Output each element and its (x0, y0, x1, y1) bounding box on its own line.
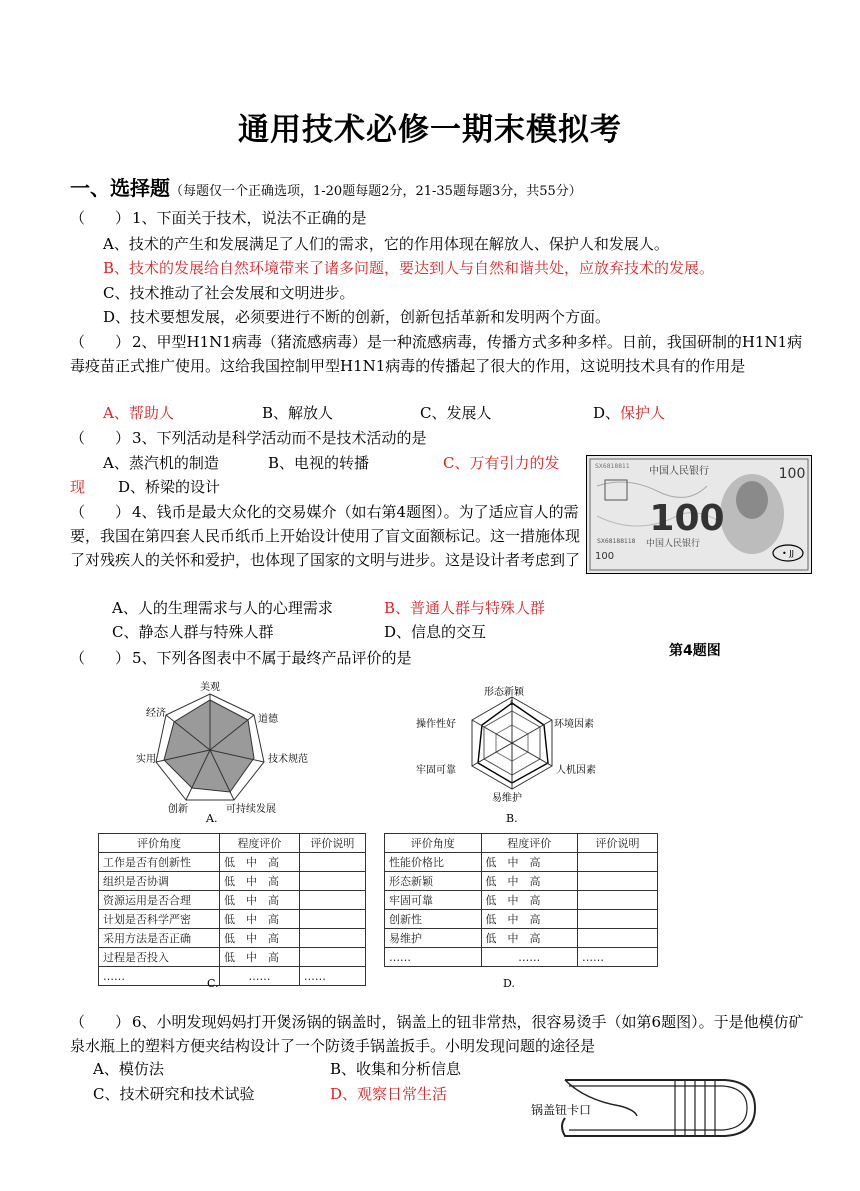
chart-b-caption: B. (506, 812, 518, 825)
answer-blank[interactable]: （ ） (70, 209, 131, 227)
braille-mark: • JJ (782, 549, 794, 558)
table-header: 程度评价 (481, 834, 578, 853)
answer-blank[interactable]: （ ） (70, 503, 131, 521)
q1-option-c: C、技术推动了社会发展和文明进步。 (103, 284, 355, 302)
question-text: 2、甲型H1N1病毒（猪流感病毒）是一种流感病毒，传播方式多种多样。日前，我国研制的H1N1病毒疫苗正式推广使用。这给我国控制甲型H1N1病毒的传播起了很大的作用，这说明技术具有的作用是 (70, 333, 803, 375)
table-cell (299, 948, 365, 967)
q4-option-b: B、普通人群与特殊人群 (384, 599, 546, 617)
table-cell: 易维护 (385, 929, 482, 948)
table-row (385, 910, 658, 929)
table-cell: 低 中 高 (220, 872, 300, 891)
table-cell: 低 中 高 (220, 891, 300, 910)
table-row (385, 853, 658, 872)
question-text: 5、下列各图表中不属于最终产品评价的是 (132, 649, 412, 667)
section-heading (70, 172, 582, 201)
table-row (99, 910, 366, 929)
q3-option-d: D、桥梁的设计 (118, 478, 221, 496)
section-title: 一、选择题 (70, 176, 170, 200)
radar-b-axis-4: 易维护 (492, 793, 522, 803)
radar-b-axis-6: 操作性好 (416, 719, 456, 730)
table-cell: 工作是否有创新性 (99, 853, 220, 872)
banknote-big-value: 100 (649, 498, 725, 539)
table-row (385, 872, 658, 891)
banknote-serial-top: SX6818811 (595, 463, 630, 470)
table-header: 评价说明 (299, 834, 365, 853)
radar-a-axis-7: 经济 (146, 708, 166, 719)
table-cell (578, 853, 658, 872)
banknote-corner-value: 100 (778, 466, 806, 482)
q4-option-c: C、静态人群与特殊人群 (112, 623, 274, 641)
q2-option-a: A、帮助人 (103, 404, 174, 422)
q2-option-d (593, 403, 665, 423)
table-cell (299, 929, 365, 948)
lid-wrench-figure (525, 1070, 775, 1145)
table-header: 评价角度 (385, 834, 482, 853)
table-cell: 采用方法是否正确 (99, 929, 220, 948)
q3-option-a: A、蒸汽机的制造 (103, 454, 219, 472)
table-row (99, 872, 366, 891)
q6-option-d: D、观察日常生活 (330, 1085, 448, 1103)
table-cell: 低 中 高 (481, 891, 578, 910)
table-row (385, 929, 658, 948)
question-text: 1、下面关于技术，说法不正确的是 (132, 209, 367, 227)
q3-option-c: C、万有引力的发 (443, 454, 560, 472)
q1-option-d: D、技术要想发展，必须要进行不断的创新，创新包括革新和发明两个方面。 (103, 308, 611, 326)
q3-option-c-cont: 现 (70, 478, 86, 496)
q4-option-d: D、信息的交互 (384, 623, 487, 641)
table-cell: 性能价格比 (385, 853, 482, 872)
q6-option-a: A、模仿法 (93, 1060, 164, 1078)
radar-a-axis-5: 创新 (168, 804, 188, 815)
question-text: 6、小明发现妈妈打开煲汤锅的锅盖时，锅盖上的钮非常热，很容易烫手（如第6题图）。于是他模仿矿泉水瓶上的塑料方便夹结构设计了一个防烫手锅盖扳手。小明发现问题的途径是 (70, 1013, 804, 1055)
question-6-stem (70, 1010, 808, 1058)
radar-b-axis-2: 环境因素 (554, 719, 594, 730)
banknote-bank-name: 中国人民银行 (649, 466, 709, 477)
table-cell: …… (385, 948, 482, 967)
radar-b-tick: 5 (510, 700, 514, 707)
table-cell (299, 891, 365, 910)
radar-a-axis-2: 道德 (258, 714, 278, 725)
page-title: 通用技术必修一期末模拟考 (238, 112, 622, 148)
radar-b-axis-1: 形态新颖 (484, 687, 524, 698)
question-text: 4、钱币是最大众化的交易媒介（如右第4题图）。为了适应盲人的需要，我国在第四套人民币纸币上开始设计使用了盲文面额标记。这一措施体现了对残疾人的关怀和爱护，也体现了国家的文明与进步。这是设计者考虑到了 (70, 503, 581, 569)
table-cell: 低 中 高 (220, 910, 300, 929)
table-cell: 计划是否科学严密 (99, 910, 220, 929)
table-cell: 过程是否投入 (99, 948, 220, 967)
banknote-illustration (587, 456, 811, 573)
table-row (99, 853, 366, 872)
answer-blank[interactable]: （ ） (70, 333, 131, 351)
question-1-stem (70, 208, 367, 228)
question-5-stem (70, 648, 412, 668)
table-row (99, 891, 366, 910)
table-cell (578, 929, 658, 948)
table-cell: 低 中 高 (481, 910, 578, 929)
radar-a-axis-6: 实用 (136, 754, 156, 765)
question-2-stem (70, 330, 808, 378)
table-cell: …… (220, 967, 300, 986)
radar-a-area (164, 700, 254, 792)
fig4-caption: 第4题图 (669, 643, 721, 659)
table-cell: 低 中 高 (220, 948, 300, 967)
question-4-stem (70, 500, 580, 572)
banknote-serial: SX68188118 (597, 538, 636, 545)
radar-a-axis-1: 美观 (200, 682, 220, 693)
evaluation-table-d (384, 833, 658, 967)
table-cell (299, 853, 365, 872)
table-cell: …… (299, 967, 365, 986)
q6-option-c: C、技术研究和技术试验 (93, 1085, 255, 1103)
q1-option-b: B、技术的发展给自然环境带来了诸多问题，要达到人与自然和谐共处，应放弃技术的发展。 (103, 259, 715, 277)
radar-b-axis-3: 人机因素 (556, 765, 596, 776)
table-d-caption: D. (503, 977, 515, 990)
table-header: 评价角度 (99, 834, 220, 853)
q2-option-c: C、发展人 (420, 404, 492, 422)
question-3-stem (70, 428, 427, 448)
table-row (385, 891, 658, 910)
wrench-label: 锅盖钮卡口 (531, 1103, 592, 1117)
table-cell: 组织是否协调 (99, 872, 220, 891)
answer-blank[interactable]: （ ） (70, 429, 131, 447)
table-c-caption: C. (207, 977, 219, 990)
table-cell: 低 中 高 (481, 872, 578, 891)
table-cell: 低 中 高 (220, 929, 300, 948)
banknote-bottom-value: 100 (595, 551, 615, 562)
table-header: 程度评价 (220, 834, 300, 853)
radar-a-axis-3: 技术规范 (268, 754, 308, 765)
table-cell: 低 中 高 (481, 853, 578, 872)
option-text: 保护人 (620, 404, 666, 422)
table-cell: 低 中 高 (220, 853, 300, 872)
chart-a-caption: A. (206, 812, 218, 825)
table-cell (578, 910, 658, 929)
q6-option-b: B、收集和分析信息 (330, 1060, 462, 1078)
table-cell: …… (99, 967, 220, 986)
table-row (99, 929, 366, 948)
table-row (385, 948, 658, 967)
q1-option-a: A、技术的产生和发展满足了人们的需求，它的作用体现在解放人、保护人和发展人。 (103, 235, 669, 253)
evaluation-table-c (98, 833, 366, 986)
table-cell: …… (578, 948, 658, 967)
radar-b-axis-5: 牢固可靠 (416, 765, 456, 776)
banknote-bank-small: 中国人民银行 (645, 539, 701, 549)
table-cell: 形态新颖 (385, 872, 482, 891)
table-cell (578, 891, 658, 910)
banknote-image (586, 455, 812, 574)
q4-option-a: A、人的生理需求与人的心理需求 (112, 599, 333, 617)
table-cell (578, 872, 658, 891)
q2-option-b: B、解放人 (262, 404, 334, 422)
table-header-row (385, 834, 658, 853)
table-cell (299, 910, 365, 929)
table-cell: 低 中 高 (481, 929, 578, 948)
table-header: 评价说明 (578, 834, 658, 853)
radar-chart-a (130, 676, 320, 828)
table-row (99, 967, 366, 986)
table-header-row (99, 834, 366, 853)
radar-chart-b (410, 683, 610, 803)
table-cell: 创新性 (385, 910, 482, 929)
question-text: 3、下列活动是科学活动而不是技术活动的是 (132, 429, 427, 447)
answer-blank[interactable]: （ ） (70, 1013, 131, 1031)
table-row (99, 948, 366, 967)
option-letter: D、 (593, 404, 621, 422)
table-cell: 牢固可靠 (385, 891, 482, 910)
table-cell: 资源运用是否合理 (99, 891, 220, 910)
q3-option-b: B、电视的转播 (268, 454, 370, 472)
section-note: （每题仅一个正确选项，1-20题每题2分，21-35题每题3分，共55分） (170, 184, 582, 199)
table-cell: …… (481, 948, 578, 967)
answer-blank[interactable]: （ ） (70, 649, 131, 667)
table-cell (299, 872, 365, 891)
radar-a-axis-4: 可持续发展 (226, 804, 276, 815)
